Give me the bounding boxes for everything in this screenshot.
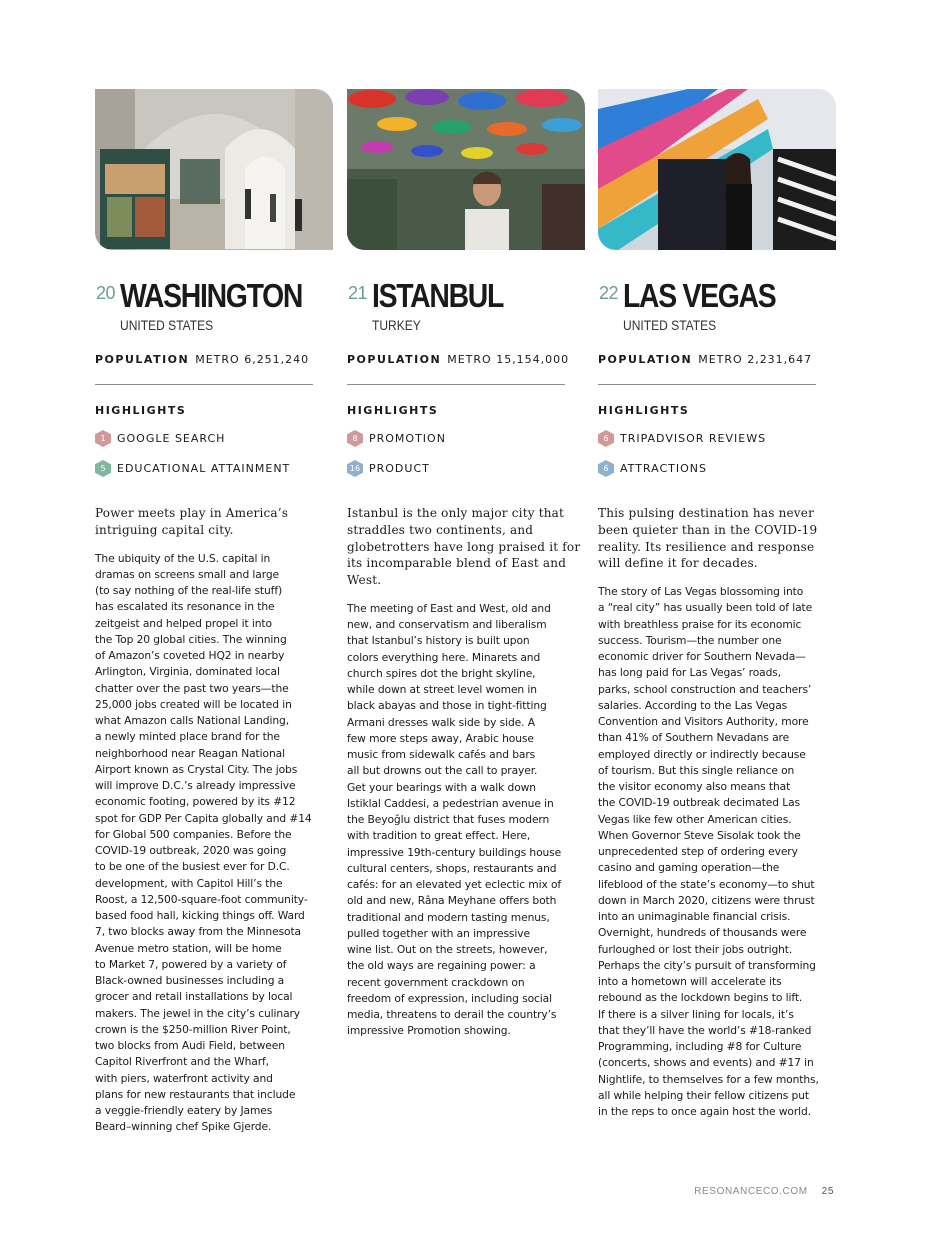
highlight-item [95, 430, 333, 447]
hexagon-badge-icon [598, 460, 614, 477]
las-vegas-photo [598, 89, 836, 250]
hexagon-badge-icon [598, 430, 614, 447]
population-value: METRO 6,251,240 [195, 353, 310, 366]
highlight-item [95, 460, 333, 477]
body-text: The meeting of East and West, old and new, and conservatism and liberalism that Istanbul’s history is built upon colors everything here. Minarets and church spires dot the bright skyline, while down at street level women in black abayas and those in tight-fitting Armani dresses walk side by side. A few more steps away, Arabic house music from sidewalk cafés and bars all but drowns out the call to prayer. Get your bearings with a walk down Istiklal Caddesi, a pedestrian avenue in the Beyoğlu district that fuses modern with tradition to great effect. Here, impressive 19th-century buildings house cultural centers, shops, restaurants and cafés: for an elevated yet eclectic mix of old and new, Râna Meyhane offers both traditional and modern tasting menus, pulled together with an impressive wine list. Out on the streets, however, the old ways are regaining power: a recent government crackdown on freedom of expression, including social media, threatens to derail the country’s impressive Promotion showing. [347, 601, 562, 1038]
hexagon-badge-icon [95, 460, 111, 477]
lede-paragraph: Power meets play in America’s intriguing capital city. [95, 506, 289, 537]
population-label: POPULATION [598, 353, 693, 366]
highlight-item [598, 460, 836, 477]
city-name: WASHINGTON [120, 277, 303, 314]
population-value: METRO 15,154,000 [447, 353, 570, 366]
city-column-istanbul [347, 89, 585, 1040]
city-name: LAS VEGAS [623, 277, 776, 314]
highlight-item [598, 430, 836, 447]
city-column-las-vegas [598, 89, 836, 1120]
highlight-label: GOOGLE SEARCH [117, 432, 226, 445]
istanbul-photo [347, 89, 585, 250]
population-line [347, 353, 585, 366]
highlight-item [347, 430, 585, 447]
highlight-label: ATTRACTIONS [620, 462, 707, 475]
city-rank: 22 [599, 283, 619, 303]
divider [598, 384, 816, 385]
highlights-title: HIGHLIGHTS [95, 404, 187, 417]
page-number: 25 [821, 1186, 834, 1197]
badge-number: 8 [352, 434, 358, 443]
population-value: METRO 2,231,647 [698, 353, 813, 366]
hexagon-badge-icon [347, 430, 363, 447]
footer-site: RESONANCECO.COM [694, 1186, 808, 1197]
city-country: TURKEY [372, 317, 421, 333]
badge-number: 1 [100, 434, 106, 443]
badge-number: 6 [603, 464, 609, 473]
city-column-washington [95, 89, 333, 1136]
city-name: ISTANBUL [372, 277, 504, 314]
city-heading [598, 277, 836, 337]
hexagon-badge-icon [95, 430, 111, 447]
highlights-title: HIGHLIGHTS [598, 404, 690, 417]
highlight-label: TRIPADVISOR REVIEWS [620, 432, 767, 445]
highlight-item [347, 460, 585, 477]
washington-photo [95, 89, 333, 250]
body-text: The ubiquity of the U.S. capital in dramas on screens small and large (to say nothing of the real-life stuff) has escalated its resonance in the zeitgeist and helped propel it into the Top 20 global cities. The winning of Amazon’s coveted HQ2 in nearby Arlington, Virginia, dominated local chatter over the past two years—the 25,000 jobs created will be located in what Amazon calls National Landing, a newly minted place brand for the neighborhood near Reagan National Airport known as Crystal City. The jobs will improve D.C.’s already impressive economic footing, powered by its #12 spot for GDP Per Capita globally and #14 for Global 500 companies. Before the COVID-19 outbreak, 2020 was going to be one of the busiest ever for D.C. development, with Capitol Hill’s the Roost, a 12,500-square-foot community- based food hall, kicking things off. Ward 7, two blocks away from the Minnesota Avenue metro station, will be home to Market 7, powered by a variety of Black-owned businesses including a grocer and retail installations by local makers. The jewel in the city’s culinary crown is the $250-million River Point, two blocks from Audi Field, between Capitol Riverfront and the Wharf, with piers, waterfront activity and plans for new restaurants that include a veggie-friendly eatery by James Beard–winning chef Spike Gjerde. [95, 551, 312, 1134]
city-rank: 20 [96, 283, 116, 303]
population-line [95, 353, 333, 366]
population-label: POPULATION [347, 353, 442, 366]
badge-number: 5 [100, 464, 106, 473]
divider [95, 384, 313, 385]
body-text: The story of Las Vegas blossoming into a “real city” has usually been told of late with breathless praise for its economic success. Tourism—the number one economic driver for Southern Nevada— has long paid for Las Vegas’ roads, parks, school construction and teachers’ salaries. According to the Las Vegas Convention and Visitors Authority, more than 41% of Southern Nevadans are employed directly or indirectly because of tourism. But this single reliance on the visitor economy also means that the COVID-19 outbreak decimated Las Vegas like few other American cities. When Governor Steve Sisolak took the unprecedented step of ordering every casino and gaming operation—the lifeblood of the state’s economy—to shut down in March 2020, citizens were thrust into an unimaginable financial crisis. Overnight, hundreds of thousands were furloughed or lost their jobs outright. Perhaps the city’s pursuit of transforming into a hometown will accelerate its rebound as the lockdown begins to lift. If there is a silver lining for locals, it’s that they’ll have the world’s #18-ranked Programming, including #8 for Culture (concerts, shows and events) and #17 in Nightlife, to themselves for a few months, all while helping their fellow citizens put in the reps to once again host the world. [598, 585, 819, 1119]
population-label: POPULATION [95, 353, 190, 366]
highlights-title: HIGHLIGHTS [347, 404, 439, 417]
city-heading [95, 277, 333, 337]
city-rank: 21 [348, 283, 368, 303]
city-heading [347, 277, 585, 337]
lede-paragraph: Istanbul is the only major city that straddles two continents, and globetrotters have long praised it for its incomparable blend of East and West. [347, 506, 581, 588]
highlight-label: PRODUCT [369, 462, 430, 475]
city-country: UNITED STATES [120, 317, 214, 333]
hexagon-badge-icon [347, 460, 363, 477]
city-country: UNITED STATES [623, 317, 717, 333]
population-line [598, 353, 836, 366]
highlight-label: EDUCATIONAL ATTAINMENT [117, 462, 291, 475]
divider [347, 384, 565, 385]
page-footer [694, 1186, 834, 1197]
badge-number: 16 [349, 464, 361, 473]
badge-number: 6 [603, 434, 609, 443]
highlight-label: PROMOTION [369, 432, 446, 445]
lede-paragraph: This pulsing destination has never been quieter than in the COVID-19 reality. Its resilience and response will define it for decades. [598, 506, 818, 571]
